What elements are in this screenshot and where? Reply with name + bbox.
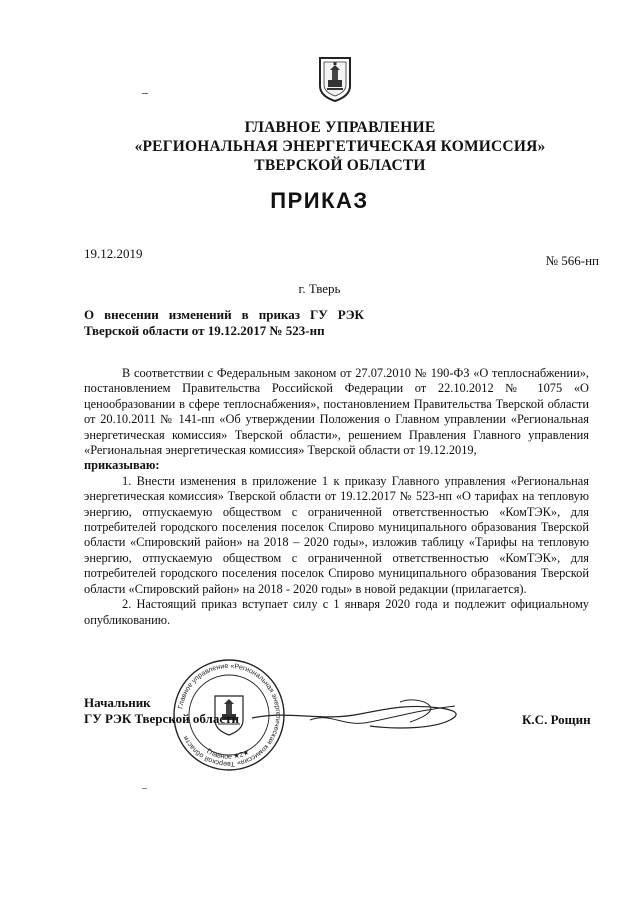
org-line: ГЛАВНОЕ УПРАВЛЕНИЕ	[244, 119, 436, 136]
subject-word: приказ	[258, 307, 300, 322]
org-line: ТВЕРСКОЙ ОБЛАСТИ	[254, 157, 426, 174]
document-subject	[84, 307, 364, 339]
signatory-name: К.С. Рощин	[522, 712, 591, 727]
scan-mark	[142, 788, 147, 789]
clause-2: 2. Настоящий приказ вступает силу с 1 января 2020 года и подлежит официальному опубликованию.	[84, 597, 589, 627]
subject-line: Тверской области от 19.12.2017 № 523-нп	[84, 323, 325, 338]
decree-word: приказываю:	[84, 458, 160, 473]
organization-header	[100, 118, 580, 175]
subject-word: ГУ	[309, 307, 328, 322]
signatory-position	[84, 695, 239, 727]
subject-word: в	[241, 307, 249, 322]
document-city: г. Тверь	[298, 281, 341, 296]
scan-mark	[142, 93, 148, 94]
preamble-paragraph: В соответствии с Федеральным законом от 27.07.2010 № 190-ФЗ «О теплоснабжении», постановлением Правительства Российской Федерации от 22.10.2012 № 1075 «О ценообразовании в сфере теплоснабжения», постановлением Правительства Тверской области от 20.10.2011 № 141-пп «Об утверждении Положения о Главном управлении «Региональная энергетическая комиссия» Тверской области», решением Правления Главного управления «Региональная энергетическая комиссия» Тверской области от 19.12.2019,	[84, 366, 589, 458]
position-line: ГУ РЭК Тверской области	[84, 711, 239, 726]
document-title: ПРИКАЗ	[270, 188, 369, 213]
position-line: Начальник	[84, 695, 151, 710]
seal-text: Главное управление «Региональная энергетическая комиссия» Тверской области	[177, 662, 282, 768]
seal-footer: Главное ★2★	[205, 747, 251, 761]
document-date: 19.12.2019	[84, 246, 143, 261]
subject-word: внесении	[104, 307, 159, 322]
document-body	[84, 366, 589, 628]
subject-line	[84, 307, 364, 323]
subject-word: О	[84, 307, 95, 322]
document-number: № 566-нп	[545, 253, 599, 268]
handwritten-signature	[250, 692, 470, 736]
subject-word: РЭК	[337, 307, 364, 322]
org-line: «РЕГИОНАЛЬНАЯ ЭНЕРГЕТИЧЕСКАЯ КОМИССИЯ»	[134, 138, 546, 155]
subject-word: изменений	[168, 307, 232, 322]
clause-1: 1. Внести изменения в приложение 1 к приказу Главного управления «Региональная энергетическая комиссия» Тверской области от 19.12.2017 № 523-нп «О тарифах на тепловую энергию, отпускаемую обществом с ограниченной ответственностью «КомТЭК», для потребителей городского поселения поселок Спирово муниципального образования Тверской области «Спировский район» на 2018 – 2020 годы», изложив таблицу «Тарифы на тепловую энергию, отпускаемую обществом с ограниченной ответственностью «КомТЭК», для потребителей городского поселения поселок Спирово муниципального образования Тверской области «Спировский район» на 2018 - 2020 годы» в новой редакции (прилагается).	[84, 473, 589, 596]
coat-of-arms-icon	[318, 56, 352, 102]
